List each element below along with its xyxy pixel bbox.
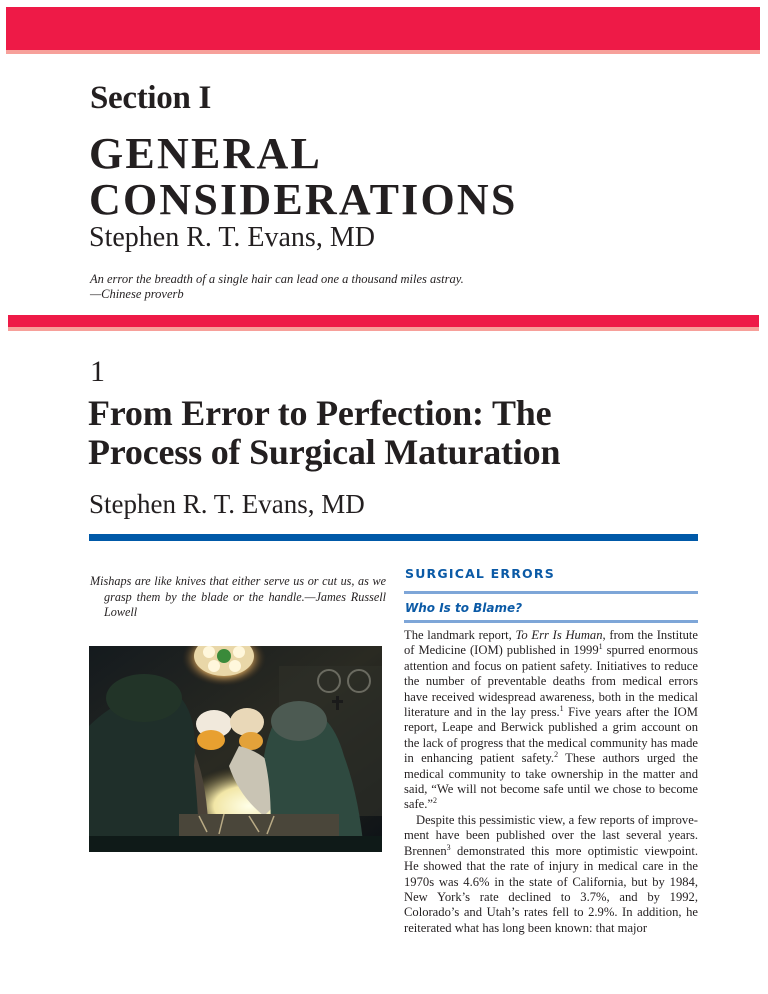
section-heading-rule — [404, 591, 698, 594]
section-header-bar-accent — [6, 50, 760, 54]
reference-marker: 2 — [554, 750, 559, 760]
chapter-title-line-1: From Error to Perfection: The — [88, 393, 552, 433]
section-title-line-1: GENERAL — [89, 129, 322, 178]
section-header-bar — [6, 7, 760, 54]
chapter-title-line-2: Process of Surgical Maturation — [88, 432, 561, 472]
subsection-heading: Who Is to Blame? — [405, 601, 523, 615]
section-title — [89, 131, 518, 223]
section-epigraph — [90, 272, 464, 302]
section-epigraph-quote: An error the breadth of a single hair can lead one a thousand miles astray. — [90, 272, 464, 286]
report-title: To Err Is Human — [515, 628, 603, 642]
section-divider-bar — [8, 315, 759, 331]
text-run: , from the Institute of Medicine (IOM) published in 1999 — [404, 628, 698, 658]
text-run: Despite this pessimistic view, a few reports of improvement have been published over the last several years. Brennen — [404, 812, 698, 858]
photo-illustration — [89, 646, 382, 852]
section-divider-bar-accent — [8, 327, 759, 331]
paragraph-2 — [404, 813, 698, 936]
text-run: spurred enormous attention and focus on patient safety. Initiatives to reduce the number of preventable deaths from medical errors have received widespread awareness, both in the medical literature and in the lay press. — [404, 643, 699, 720]
reference-marker: 3 — [446, 842, 451, 852]
text-run: demonstrated this more optimistic viewpoint. He showed that the rate of injury in medical care in the 1970s was 4.6% in the state of California, but by 1984, New York’s rate declined to 3.7%, and by 1992, Colorado’s and Utah’s rates fell to 2.9%. In addition, he reiterated what has long been known: that major — [404, 843, 698, 935]
section-author: Stephen R. T. Evans, MD — [89, 222, 375, 253]
chapter-number: 1 — [90, 355, 105, 388]
reference-marker: 1 — [559, 703, 564, 713]
chapter-author: Stephen R. T. Evans, MD — [89, 489, 365, 519]
section-label: Section I — [90, 80, 212, 116]
paragraph-1 — [404, 628, 698, 813]
article-body — [404, 628, 698, 936]
text-run: The landmark report, — [404, 628, 516, 642]
article-column — [404, 565, 698, 936]
chapter-epigraph: Mishaps are like knives that either serve us or cut us, as we grasp them by the blade or the handle.—James Russell Lowell — [90, 574, 386, 619]
text-run: Five years after the IOM report, Leape and Berwick published a grim account on the lack of progress that the medical community has made in enhancing patient safety. — [404, 705, 698, 766]
reference-marker: 1 — [598, 642, 603, 652]
section-heading: SURGICAL ERRORS — [405, 566, 555, 581]
chapter-title-rule — [89, 534, 698, 541]
reference-marker: 2 — [433, 796, 438, 806]
chapter-title — [88, 394, 560, 472]
operating-room-photo — [89, 646, 382, 852]
section-title-line-2: CONSIDERATIONS — [89, 175, 518, 224]
subsection-heading-rule — [404, 620, 698, 623]
text-run: These authors urged the medical community to take ownership in the matter and said, “We will not become safe until we chose to become safe.” — [404, 751, 698, 812]
section-epigraph-attribution: —Chinese proverb — [90, 287, 184, 301]
